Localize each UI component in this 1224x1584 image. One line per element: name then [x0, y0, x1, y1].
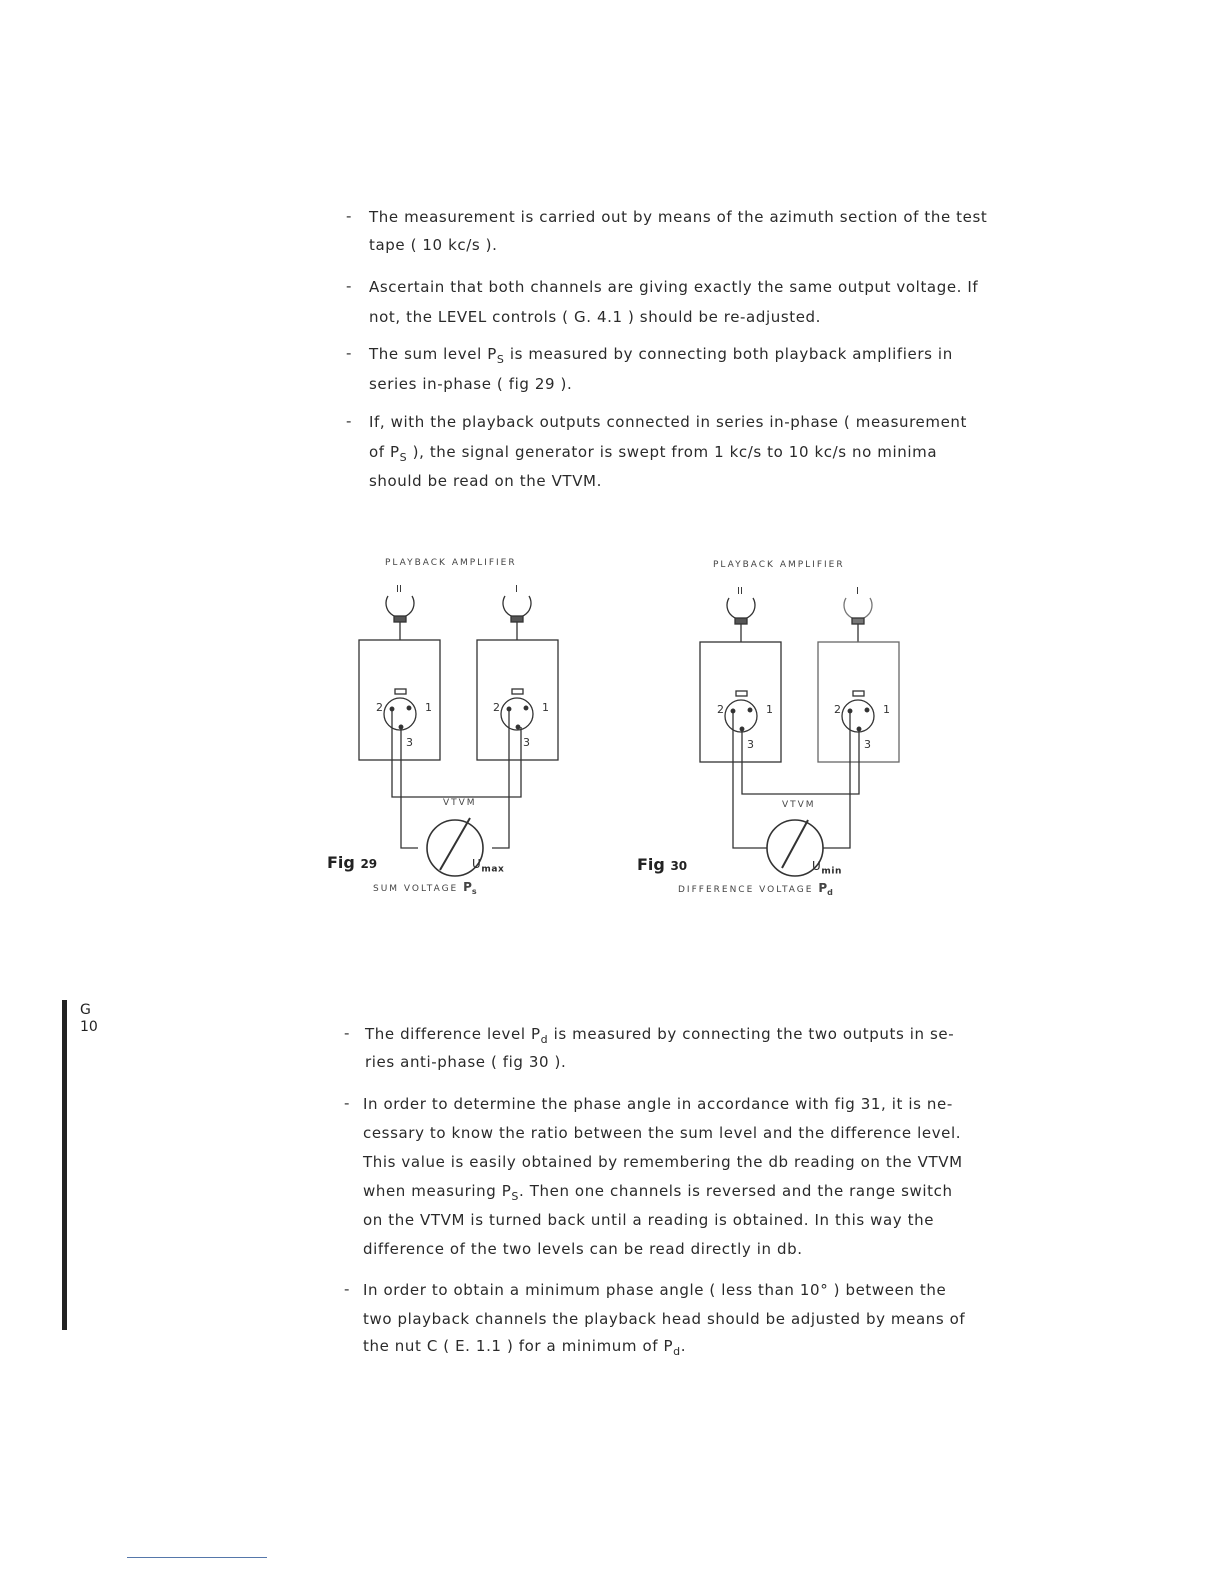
bullet-dash: -	[346, 207, 352, 225]
text: of P	[369, 443, 400, 461]
fig30-diagram	[700, 598, 899, 876]
bullet-dash: -	[346, 412, 352, 430]
meter-needle	[782, 820, 808, 868]
text: The difference level P	[365, 1025, 541, 1043]
head-mount	[394, 616, 406, 622]
figure-caption	[373, 880, 477, 896]
u-max-label	[472, 857, 504, 874]
bullet-dash: -	[344, 1024, 350, 1042]
text: SUM VOLTAGE	[373, 884, 459, 894]
pin-label: 1	[883, 703, 890, 716]
subscript: d	[827, 887, 833, 897]
text: is measured by connecting the two outputs in se-	[548, 1025, 955, 1043]
figure-number	[327, 853, 377, 872]
u-min-label	[812, 859, 842, 876]
text: is measured by connecting both playback amplifiers in	[504, 345, 953, 363]
text: U	[812, 859, 822, 873]
pin-label: 2	[376, 701, 383, 714]
fig-word: Fig	[327, 853, 355, 872]
pin-label: 3	[864, 738, 871, 751]
pin-label: 2	[834, 703, 841, 716]
head-label: II	[737, 586, 743, 597]
connector-key	[512, 689, 523, 694]
playback-head-ii-icon	[386, 596, 414, 617]
wire	[392, 709, 521, 797]
meter-label: VTVM	[782, 800, 816, 810]
text-line: In order to obtain a minimum phase angle ( less than 10° ) between the	[363, 1281, 947, 1299]
subscript: d	[673, 1345, 681, 1358]
subscript: d	[540, 1033, 549, 1046]
bullet-dash: -	[346, 344, 352, 362]
text: P	[463, 880, 472, 894]
connector-key	[395, 689, 406, 694]
pin-label: 3	[406, 736, 413, 749]
head-label: II	[396, 584, 402, 595]
text: DIFFERENCE VOLTAGE	[678, 885, 814, 895]
meter-needle	[440, 818, 470, 870]
bullet-dash: -	[344, 1094, 350, 1112]
pin-label: 2	[493, 701, 500, 714]
subscript: s	[471, 886, 477, 896]
fig-num: 30	[670, 859, 688, 873]
head-mount	[511, 616, 523, 622]
subscript: S	[511, 1190, 520, 1203]
text-line: on the VTVM is turned back until a reading is obtained. In this way the	[363, 1211, 935, 1229]
text: P	[818, 881, 828, 895]
pin-label: 3	[747, 738, 754, 751]
footer-rule	[127, 1557, 267, 1558]
fig-num: 29	[360, 857, 378, 871]
amplifier-box-i	[477, 640, 558, 760]
playback-head-i-icon	[503, 596, 531, 617]
head-label: I	[515, 584, 518, 595]
subscript: max	[481, 864, 505, 875]
subscript: S	[399, 451, 408, 464]
text-line: two playback channels the playback head should be adjusted by means of	[363, 1310, 966, 1328]
pin-label: 2	[717, 703, 724, 716]
text-line: series in-phase ( fig 29 ).	[369, 375, 573, 393]
section-marker-bar	[62, 1000, 67, 1330]
text-line	[363, 1337, 686, 1358]
text-line: ries anti-phase ( fig 30 ).	[365, 1053, 567, 1071]
text: the nut C ( E. 1.1 ) for a minimum of P	[363, 1337, 674, 1355]
meter-label: VTVM	[443, 798, 477, 808]
text-line: cessary to know the ratio between the sum level and the difference level.	[363, 1124, 962, 1142]
text: . Then one channels is reversed and the range switch	[519, 1182, 953, 1200]
text: .	[680, 1337, 687, 1355]
subscript: min	[821, 866, 843, 877]
text-line: Ascertain that both channels are giving exactly the same output voltage. If	[369, 278, 979, 296]
playback-head-i-icon	[844, 598, 872, 619]
text-line: If, with the playback outputs connected in series in-phase ( measurement	[369, 413, 967, 431]
subscript: S	[496, 353, 505, 366]
figure-number	[637, 855, 687, 874]
text: The sum level P	[369, 345, 497, 363]
wire	[492, 709, 509, 848]
playback-head-ii-icon	[727, 598, 755, 619]
text-line: In order to determine the phase angle in accordance with fig 31, it is ne-	[363, 1095, 953, 1113]
text: ), the signal generator is swept from 1 kc/s to 10 kc/s no minima	[407, 443, 938, 461]
bullet-dash: -	[346, 277, 352, 295]
pin-label: 3	[523, 736, 530, 749]
text-line: difference of the two levels can be read directly in db.	[363, 1240, 803, 1258]
pin-label: 1	[425, 701, 432, 714]
text-line: The measurement is carried out by means of the azimuth section of the test	[369, 208, 988, 226]
bullet-dash: -	[344, 1280, 350, 1298]
fig-word: Fig	[637, 855, 665, 874]
text-line: This value is easily obtained by remembering the db reading on the VTVM	[363, 1153, 963, 1171]
head-label: I	[856, 586, 859, 597]
figure-header: PLAYBACK AMPLIFIER	[713, 560, 845, 570]
text-line	[365, 1025, 954, 1046]
page-number: 10	[80, 1019, 98, 1035]
text-line	[363, 1182, 953, 1203]
text: when measuring P	[363, 1182, 512, 1200]
pin-label: 1	[542, 701, 549, 714]
amplifier-box-ii	[359, 640, 440, 760]
text-line: not, the LEVEL controls ( G. 4.1 ) should be re-adjusted.	[369, 308, 822, 326]
section-letter: G	[80, 1002, 91, 1018]
pin-label: 1	[766, 703, 773, 716]
text: U	[472, 857, 482, 871]
text-line: should be read on the VTVM.	[369, 472, 602, 490]
text-line: tape ( 10 kc/s ).	[369, 236, 498, 254]
figure-caption	[678, 881, 833, 897]
figure-header: PLAYBACK AMPLIFIER	[385, 558, 517, 568]
